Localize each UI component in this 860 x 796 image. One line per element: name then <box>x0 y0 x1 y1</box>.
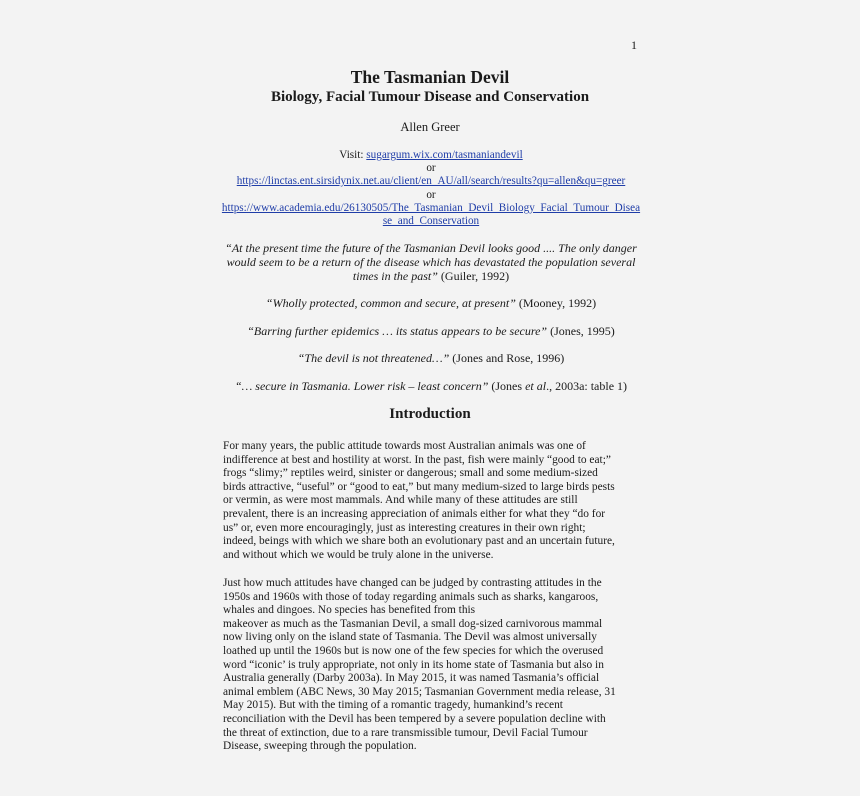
text-line: prevalent, there is an increasing appreciation of animals either for what they “do for <box>223 507 606 520</box>
text-line: Australia generally (Darby 2003a). In May 2015, it was named Tasmania’s official <box>223 672 600 685</box>
or-separator: or <box>426 188 436 201</box>
quote-line: would seem to be a return of the disease which has devastated the population several <box>226 255 636 269</box>
page-number: 1 <box>631 38 637 52</box>
quote-citation: (Mooney, 1992) <box>515 296 597 310</box>
text-line: 1950s and 1960s with those of today regarding animals such as sharks, kangaroos, <box>223 590 599 603</box>
author-name: Allen Greer <box>400 120 460 134</box>
text-line: reconciliation with the Devil has been tempered by a severe population decline with <box>223 712 606 725</box>
academia-link[interactable] <box>222 202 640 227</box>
quote-citation-italic: et al <box>525 379 547 393</box>
epigraph-quote <box>215 296 647 310</box>
epigraph-quote <box>215 241 647 283</box>
visit-label: Visit: <box>339 149 364 161</box>
wix-link[interactable]: sugargum.wix.com/tasmaniandevil <box>366 149 523 161</box>
quote-line: “At the present time the future of the Tasmanian Devil looks good .... The only danger <box>225 241 637 255</box>
epigraph-quote <box>215 351 647 365</box>
quote-text: “The devil is not threatened…” <box>297 351 450 365</box>
text-line: animal emblem (ABC News, 30 May 2015; Tasmanian Government media release, 31 <box>223 685 616 698</box>
quote-citation: (Jones and Rose, 1996) <box>449 351 565 365</box>
document-title: The Tasmanian Devil <box>350 67 510 87</box>
quote-citation: (Guiler, 1992) <box>437 269 510 283</box>
epigraph-quote <box>215 379 647 393</box>
quote-text: “Wholly protected, common and secure, at present” <box>265 296 516 310</box>
academia-link-line2: se_and_Conservation <box>382 215 480 228</box>
library-search-link[interactable]: https://linctas.ent.sirsidynix.net.au/client/en_AU/all/search/results?qu=allen&qu=greer <box>236 175 626 188</box>
links-block <box>215 149 647 228</box>
text-line: or vermin, as were most mammals. And while many of these attitudes are still <box>223 494 578 507</box>
text-line: For many years, the public attitude towards most Australian animals was one of <box>223 440 586 452</box>
text-line: indifference at best and hostility at worst. In the past, fish were mainly “good to eat;” <box>223 453 611 466</box>
text-line: the threat of extinction, due to a rare transmissible tumour, Devil Facial Tumour <box>223 726 588 739</box>
text-line: birds attractive, “useful” or “good to eat,” but many medium-sized to large birds pests <box>223 480 615 493</box>
text-line: now living only on the island state of Tasmania. The Devil was almost universally <box>223 631 597 644</box>
quote-line: times in the past” <box>352 269 438 283</box>
quote-text: “Barring further epidemics … its status appears to be secure” <box>247 324 548 338</box>
text-line: indeed, beings with which we share both an evolutionary past and an uncertain future, <box>223 535 615 548</box>
text-line: Just how much attitudes have changed can be judged by contrasting attitudes in the <box>223 577 602 589</box>
text-line: makeover as much as the Tasmanian Devil, a small dog-sized carnivorous mammal <box>223 617 603 630</box>
text-line: loathed up until the 1960s but is now one of the few species for which the overused <box>223 644 604 657</box>
epigraph-quote <box>215 324 647 338</box>
text-line: us” or, even more encouragingly, just as interesting creatures in their own right; <box>223 521 586 534</box>
academia-link-line1: https://www.academia.edu/26130505/The_Tasmanian_Devil_Biology_Facial_Tumour_Disea <box>221 201 641 214</box>
paragraph-1 <box>223 440 643 562</box>
text-line: May 2015). But with the timing of a romantic tragedy, humankind’s recent <box>223 699 563 712</box>
text-line: whales and dingoes. No species has benefited from this <box>223 604 476 617</box>
quote-citation: ., 2003a: table 1) <box>546 379 628 393</box>
text-line: and without which we would be truly alone in the universe. <box>223 548 494 561</box>
text-line: frogs “slimy;” reptiles weird, sinister or dangerous; small and some medium-sized <box>223 467 598 480</box>
quote-citation: (Jones <box>488 379 526 393</box>
text-line: Disease, sweeping through the population. <box>223 740 417 753</box>
document-subtitle: Biology, Facial Tumour Disease and Conservation <box>270 89 590 105</box>
or-separator: or <box>426 162 436 175</box>
paragraph-2 <box>223 577 643 754</box>
quote-citation: (Jones, 1995) <box>547 324 615 338</box>
section-heading: Introduction <box>389 406 471 422</box>
quote-text: “… secure in Tasmania. Lower risk – least concern” <box>234 379 489 393</box>
text-line: word “iconic’ is truly appropriate, not only in its home state of Tasmania but also in <box>223 658 604 671</box>
